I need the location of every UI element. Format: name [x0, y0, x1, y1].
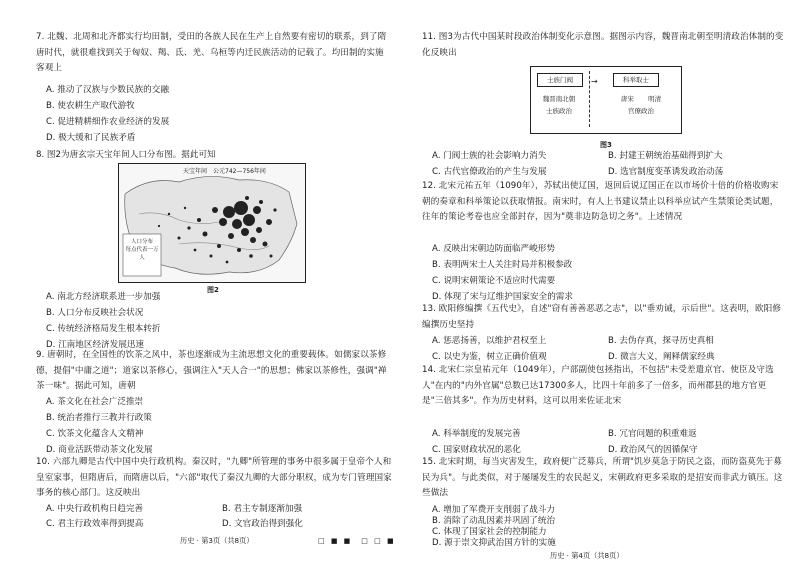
diagram-left-head: 士族门阀 [537, 73, 583, 87]
diagram-right-items [607, 93, 675, 117]
figure-3-caption: 图3 [600, 141, 612, 149]
question-9-option-b: B. 统治者推行三教并行政策 [46, 413, 152, 423]
question-14-option-d: D. 政治风气的因循保守 [608, 445, 698, 455]
diagram-left-item-2: 士族政治 [546, 107, 572, 115]
question-11-option-a: A. 门阀士族的社会影响力消失 [432, 151, 547, 161]
question-15-option-b: B. 消除了动乱因素并巩固了统治 [432, 516, 556, 526]
question-9-option-c: C. 饮茶文化蕴含人文精神 [46, 429, 144, 439]
question-11 [422, 30, 784, 61]
question-12-option-d: D. 体现了宋与辽维护国家安全的需求 [432, 292, 573, 302]
right-page-footer: 历史 · 第4页（共8页） [550, 551, 624, 560]
left-page-footer: 历史 · 第3页（共8页） [180, 536, 254, 545]
question-10-option-d: D. 文官政治得到强化 [222, 519, 303, 529]
diagram-right-item-3: 官僚政治 [628, 107, 654, 115]
question-13-option-d: D. 微言大义，阐释儒家经典 [608, 352, 715, 362]
question-10-option-b: B. 君主专制逐渐加强 [222, 504, 303, 514]
diagram-left-items [535, 93, 583, 117]
question-15-stem: 15. 北宋时期，每当灾害发生，政府便广泛募兵，所谓"饥岁莫急于防民之盗，而防盗莫先于募民为兵"。与此类似，对于屡屡发生的农民起义，宋朝政府更多采取的是招安而非武力镇压。这些做法 [422, 457, 783, 498]
question-10-stem: 10. 六部九卿是古代中国中央行政机构。秦汉时，"九卿"所管理的事务中很多属于皇帝个人和皇室家事，但隋唐后，而隋唐以后，"六部"取代了秦汉九卿的大部分职权，成为专门管理国家事务的核心部门。这反映出 [36, 457, 392, 498]
question-11-option-b: B. 封建王朝统治基础得到扩大 [608, 151, 723, 161]
question-15-option-d: D. 源于崇文抑武治国方针的实施 [432, 538, 556, 548]
question-14-stem: 14. 北宋仁宗皇祐元年（1049年），户部副使包拯指出，不包括"未受差遣京官、使臣及守选人"在内的"内外官属"总数已达17300多人，比四十年前多了一倍多，而州郡县的地方官更是"三倍其多"。作为历史材料，这可以用来佐证北宋 [422, 365, 774, 406]
question-7-option-c: C. 促进精耕细作农业经济的发展 [46, 117, 170, 127]
question-10-option-a: A. 中央行政机构日趋完善 [46, 504, 144, 514]
question-9-option-a: A. 茶文化在社会广泛推崇 [46, 397, 144, 407]
question-12-option-a: A. 反映出宋朝边防面临严峻形势 [432, 244, 555, 254]
question-14-option-c: C. 国家财政状况的恶化 [432, 445, 521, 455]
question-13-option-c: C. 以史为鉴，树立正确价值观 [432, 352, 547, 362]
question-12-option-c: C. 说明宋朝策论不适应时代需要 [432, 276, 556, 286]
question-7-option-d: D. 极大缓和了民族矛盾 [46, 133, 136, 143]
question-11-option-c: C. 古代官僚政治的产生与发展 [432, 167, 547, 177]
question-8-option-a: A. 南北方经济联系进一步加强 [46, 292, 161, 302]
registration-marks: □ ■ ■ □ □ ■ [318, 537, 396, 545]
map-title: 天宝年间 公元742—756年间 [183, 168, 266, 175]
question-10 [36, 455, 392, 502]
diagram-divider [589, 71, 590, 127]
map-legend-sub: 每点代表一万人 [125, 247, 159, 261]
diagram-left-item-1: 魏晋南北朝 [542, 95, 576, 103]
question-15-option-a: A. 增加了军费开支削弱了战斗力 [432, 505, 555, 515]
diagram-right-head: 科举取士 [613, 73, 659, 87]
question-15 [422, 455, 784, 502]
question-15-option-c: C. 体现了国家社会的控制能力 [432, 527, 547, 537]
question-12-stem: 12. 北宋元祐五年（1090年），苏轼出使辽国，返回后说辽国正在以市场价十倍的价格收购宋朝的奏章和科举策论以获取情报。南宋时，有人上书建议禁止以科举应试产生禁策论类试题，往年的策论考卷也应全部封存，因为"奠非边防急切之务"。上述情况 [422, 181, 779, 222]
question-13 [422, 302, 784, 333]
population-map-graphic [119, 164, 305, 282]
question-14-option-b: B. 冗官问题的积重难返 [608, 429, 697, 439]
right-page [400, 0, 800, 566]
diagram-right-periods [607, 93, 675, 105]
figure-2-caption: 图2 [207, 286, 219, 294]
question-13-stem: 13. 欧阳修编撰《五代史》，自述"窃有善善恶恶之志"，以"垂劝诫，示后世"。这表明，欧阳修编撰历史坚持 [422, 304, 782, 330]
question-7 [36, 30, 392, 77]
map-legend-title: 人口分布 [130, 239, 153, 245]
question-13-option-b: B. 去伪存真，探寻历史真相 [608, 336, 714, 346]
question-8-stem: 8. 图2为唐玄宗天宝年间人口分布图。据此可知 [36, 150, 216, 160]
population-map [118, 163, 306, 283]
question-9 [36, 348, 392, 395]
question-13-option-a: A. 惩恶扬善，以维护君权至上 [432, 336, 547, 346]
question-9-stem: 9. 唐朝时，在全国性的饮茶之风中，茶也逐渐成为主流思想文化的重要载体。如儒家以茶修德，提倡"中庸之道"；道家以茶修心，强调注入"天人合一"的思想；佛家以茶修性，强调"禅茶一味"。据此可知，唐朝 [36, 350, 387, 391]
question-7-option-a: A. 推动了汉族与少数民族的交融 [46, 85, 169, 95]
map-legend [125, 238, 159, 262]
diagram-right-item-2: 明清 [648, 95, 662, 103]
question-8-option-d: D. 江南地区经济发展迅速 [46, 340, 145, 350]
question-11-option-d: D. 选官制度变革诱发政治动荡 [608, 167, 724, 177]
question-7-option-b: B. 使农耕生产取代游牧 [46, 101, 135, 111]
question-14-option-a: A. 科举制度的发展完善 [432, 429, 521, 439]
figure-3-diagram [530, 66, 682, 134]
question-8-option-c: C. 传统经济格局发生根本转折 [46, 324, 161, 334]
diagram-right-item-1: 唐宋 [620, 95, 634, 103]
question-12-option-b: B. 表明两宋士人关注时局并积极参政 [432, 260, 573, 270]
question-7-stem: 7. 北魏、北周和北齐都实行均田制，受田的各族人民在生产上自然要有密切的联系，到了隋唐时代，就很难找到关于匈奴、羯、氐、羌、乌桓等内迁民族活动的记载了。均田制的实施客观上 [36, 32, 387, 73]
question-8-option-b: B. 人口分布反映社会状况 [46, 308, 144, 318]
question-12 [422, 179, 784, 226]
question-11-stem: 11. 图3为古代中国某时段政治体制变化示意图。据图示内容，魏晋南北朝至明清政治体制的变化反映出 [422, 32, 784, 58]
question-14 [422, 363, 784, 410]
question-9-option-d: D. 商业活跃带动茶文化发展 [46, 445, 153, 455]
diagram-arrow-icon: → [591, 77, 598, 86]
question-10-option-c: C. 君主行政效率得到提高 [46, 519, 144, 529]
